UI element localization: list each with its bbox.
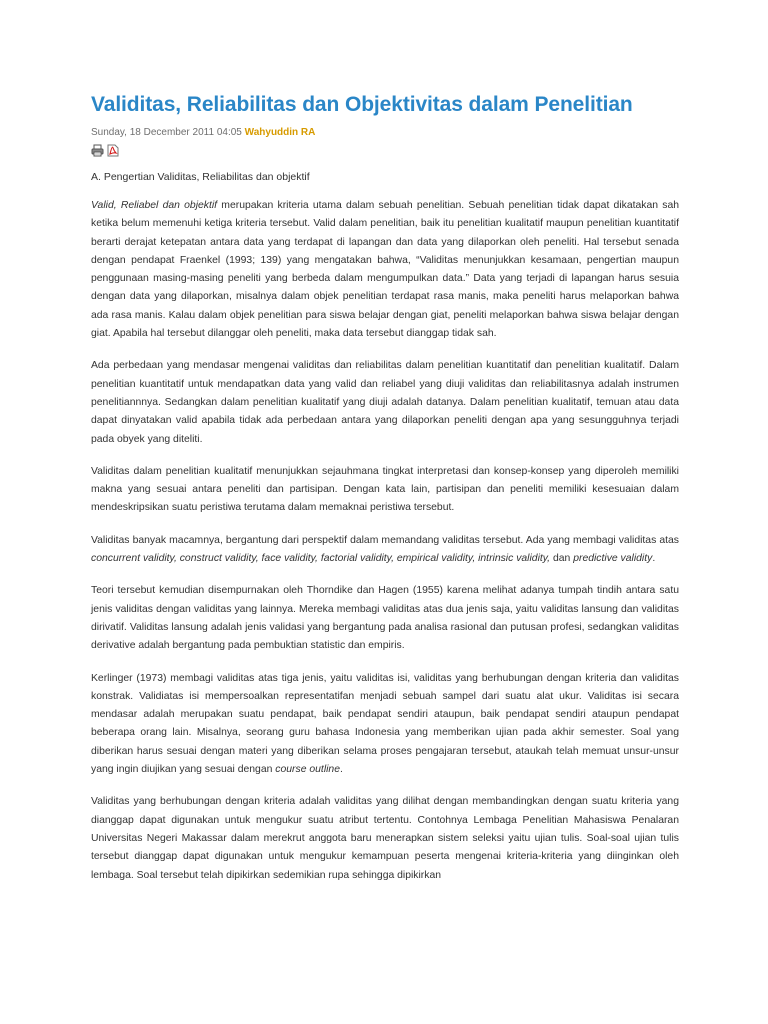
section-title: A. Pengertian Validitas, Reliabilitas dan objektif (91, 171, 310, 183)
paragraph-7: Validitas yang berhubungan dengan kriteria adalah validitas yang dilihat dengan membandingkan dengan suatu kriteria yang dianggap dapat digunakan untuk mengukur suatu atribut tertentu. Contohnya Lembaga Penelitian Mahasiswa Penalaran Universitas Negeri Makassar dalam merekrut anggota baru menerapkan sistem seleksi yaitu ujian tulis. Soal-soal ujian tulis tersebut dianggap dapat digunakan untuk mengukur kemampuan peserta mengenai kriteria-kriteria yang diinginkan oleh lembaga. Soal tersebut telah dipikirkan sedemikian rupa sehingga dipikirkan (91, 796, 679, 881)
paragraph-4-italic-2: predictive validity (573, 553, 653, 565)
paragraph-4-mid: dan (550, 553, 574, 565)
article-meta (91, 127, 679, 139)
paragraph-4-end: . (652, 553, 656, 565)
print-icon[interactable] (91, 144, 104, 157)
article-actions (91, 143, 679, 157)
paragraph-6-end: . (340, 764, 343, 776)
paragraph-4 (91, 532, 679, 569)
paragraph-3: Validitas dalam penelitian kualitatif menunjukkan sejauhmana tingkat interpretasi dan konsep-konsep yang diperoleh memiliki makna yang sesuai antara peneliti dan partisipan. Dengan kata lain, partisipan dan peneliti memiliki kesesuaian dalam mendeskripsikan suatu peristiwa terutama dalam memaknai peristiwa tersebut. (91, 465, 679, 514)
paragraph-2: Ada perbedaan yang mendasar mengenai validitas dan reliabilitas dalam penelitian kuantitatif dan penelitian kualitatif. Dalam penelitian kuantitatif untuk mendapatkan data yang valid dan reliabel yang diuji validitas dan reliabilitasnya adalah instrumen penelitiannnya. Sedangkan dalam penelitian kualitatif yang diuji adalah datanya. Dalam penelitian kualitatif, temuan atau data dapat dinyatakan valid apabila tidak ada perbedaan antara yang dilaporkan peneliti dengan apa yang sesungguhnya terjadi pada obyek yang diteliti. (91, 360, 679, 445)
paragraph-6-italic: course outline (275, 764, 340, 776)
paragraph-6-text: Kerlinger (1973) membagi validitas atas tiga jenis, yaitu validitas isi, validitas yang berhubungan dengan kriteria dan validitas konstrak. Validiatas isi mempersoalkan representatifan menjadi sebuah sampel dari suatu alat ukur. Validitas isi secara mendasar adalah merupakan suatu pendapat, baik pendapat sendiri ataupun, baik pendapat sendiri ataupun pendapat beberapa orang lain. Misalnya, seorang guru bahasa Indonesia yang memberikan ujian pada akhir semester. Soal yang diberikan harus sesuai dengan materi yang diberikan selama proses pengajaran tersebut, ataukah telah memuat unsur-unsur yang ingin diujikan yang sesuai dengan (91, 672, 679, 776)
paragraph-1-italic: Valid, Reliabel dan objektif (91, 200, 218, 211)
paragraph-6 (91, 670, 679, 780)
article-author[interactable]: Wahyuddin RA (244, 127, 316, 138)
paragraph-1-text: merupakan kriteria utama dalam sebuah penelitian. Sebuah penelitian tidak dapat dikatakan sah ketika belum memenuhi ketiga kriteria tersebut. Valid dalam penelitian, baik itu penelitian kualitatif maupun penelitian kuantitatif berarti derajat ketepatan antara data yang terdapat di lapangan dan data yang dilaporkan oleh peneliti. Hal tersebut senada dengan pendapat Fraenkel (1993; 139) yang mengatakan bahwa, “Validitas menunjukkan kesamaan, pengertian maupun penggunaan masing-masing peneliti yang berbeda dalam mengumpulkan data.” Data yang terjadi di lapangan harus sesuia dengan data yang dilaporkan, misalnya dalam objek penelitian terdapat rasa manis, maka peneliti harus melaporkan bahwa ada rasa manis. Kalau dalam objek penelitian para siswa belajar dengan giat, peneliti melaporkan bahwa siswa belajar dengan giat. Apabila hal tersebut dilanggar oleh peneliti, maka data tersebut dianggap tidak sah. (91, 200, 680, 340)
paragraph-4-italic-1: concurrent validity, construct validity, face validity, factorial validity, empirical validity, intrinsic validity, (91, 553, 551, 565)
paragraph-4-lead: Validitas banyak macamnya, bergantung dari perspektif dalam memandang validitas tersebut. Ada yang membagi validitas atas (91, 534, 679, 546)
paragraph-1 (91, 197, 679, 343)
article-title: Validitas, Reliabilitas dan Objektivitas dalam Penelitian (91, 93, 633, 116)
pdf-icon[interactable] (106, 144, 119, 157)
paragraph-5: Teori tersebut kemudian disempurnakan oleh Thorndike dan Hagen (1955) karena melihat adanya tumpah tindih antara satu jenis validitas dengan validitas yang lainnya. Mereka membagi validitas atas dua jenis saja, yaitu validitas lansung dan validitas dirivatif. Validitas lansung adalah jenis validasi yang bergantung pada analisa rasional dan putusan profesi, sedangkan validitas derivative adalah bergantung pada pembuktian statistic dan empiris. (91, 585, 679, 652)
article (91, 92, 679, 885)
article-date: Sunday, 18 December 2011 04:05 (91, 127, 242, 138)
